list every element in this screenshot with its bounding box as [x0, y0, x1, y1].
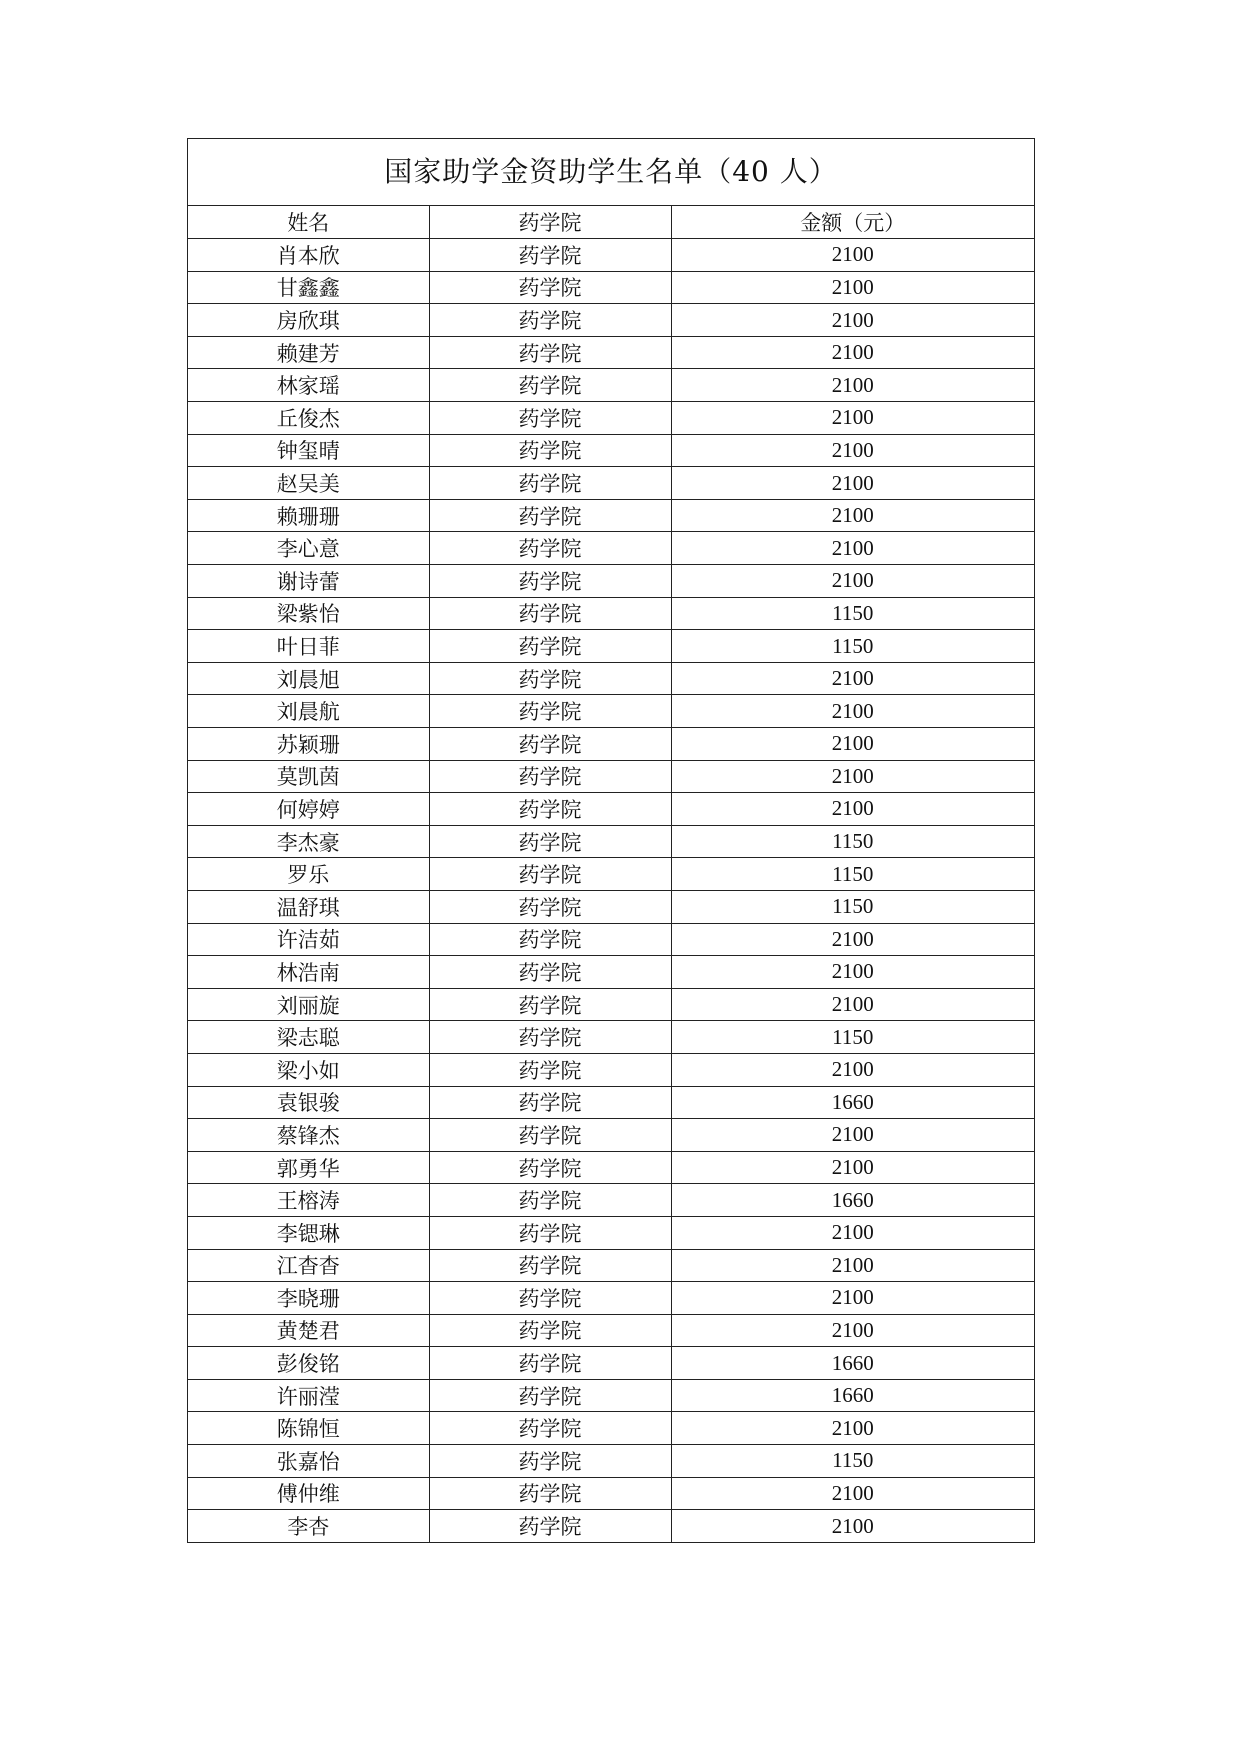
- grant-amount: 2100: [671, 1412, 1034, 1445]
- student-name: 彭俊铭: [188, 1347, 429, 1380]
- table-row: [188, 304, 1034, 337]
- student-department: 药学院: [429, 239, 671, 272]
- student-name: 房欣琪: [188, 304, 429, 337]
- student-department: 药学院: [429, 760, 671, 793]
- student-list-table: [188, 206, 1034, 1542]
- grant-amount: 2100: [671, 532, 1034, 565]
- table-row: [188, 1314, 1034, 1347]
- grant-amount: 2100: [671, 1314, 1034, 1347]
- student-name: 蔡锋杰: [188, 1119, 429, 1152]
- student-department: 药学院: [429, 597, 671, 630]
- student-name: 王榕涛: [188, 1184, 429, 1217]
- grant-amount: 2100: [671, 988, 1034, 1021]
- grant-amount: 2100: [831, 1513, 874, 1538]
- student-name: 莫凯茵: [188, 760, 429, 793]
- table-row: [188, 369, 1034, 402]
- table-row: [188, 1379, 1034, 1412]
- student-name: 林浩南: [188, 956, 429, 989]
- student-department: 药学院: [429, 695, 671, 728]
- student-department: 药学院: [429, 1477, 671, 1510]
- student-name: 钟玺晴: [188, 434, 429, 467]
- student-department: 药学院: [429, 793, 671, 826]
- student-department: 药学院: [429, 1249, 671, 1282]
- student-name: 刘晨航: [188, 695, 429, 728]
- table-row: [188, 1347, 1034, 1380]
- table-row: [188, 956, 1034, 989]
- student-department: 药学院: [429, 1119, 671, 1152]
- student-department: 药学院: [429, 565, 671, 598]
- grant-amount: 2100: [671, 499, 1034, 532]
- student-department: 药学院: [429, 402, 671, 435]
- student-name: 许丽滢: [188, 1379, 429, 1412]
- table-row: [188, 923, 1034, 956]
- student-name: 赖建芳: [188, 336, 429, 369]
- table-row: [188, 434, 1034, 467]
- student-name: 丘俊杰: [188, 402, 429, 435]
- student-department: 药学院: [429, 1347, 671, 1380]
- table-row: [188, 467, 1034, 500]
- grant-amount: 1150: [671, 825, 1034, 858]
- table-row: [188, 1216, 1034, 1249]
- student-department: 药学院: [429, 499, 671, 532]
- student-department: 药学院: [429, 1184, 671, 1217]
- table-row: [188, 1249, 1034, 1282]
- student-name: 郭勇华: [188, 1151, 429, 1184]
- table-row: [188, 858, 1034, 891]
- student-department: 药学院: [429, 825, 671, 858]
- table-row: [188, 630, 1034, 663]
- grant-amount: 2100: [671, 1151, 1034, 1184]
- table-row: [188, 825, 1034, 858]
- student-department: 药学院: [429, 304, 671, 337]
- student-name: 李晓珊: [188, 1282, 429, 1315]
- student-name: 苏颖珊: [188, 728, 429, 761]
- student-name: 李锶琳: [188, 1216, 429, 1249]
- grant-amount: 1660: [671, 1379, 1034, 1412]
- table-header-row: [188, 206, 1034, 239]
- table-row: [188, 1086, 1034, 1119]
- student-department: 药学院: [429, 369, 671, 402]
- grant-amount: 2100: [671, 1282, 1034, 1315]
- student-department: 药学院: [429, 662, 671, 695]
- student-department: 药学院: [429, 956, 671, 989]
- student-name: 刘丽旋: [188, 988, 429, 1021]
- student-department: 药学院: [429, 1314, 671, 1347]
- table-row: [188, 532, 1034, 565]
- student-department: 药学院: [429, 271, 671, 304]
- student-department: 药学院: [429, 1412, 671, 1445]
- grant-amount: 2100: [671, 1119, 1034, 1152]
- student-department: 药学院: [429, 1282, 671, 1315]
- header-amount: 金额（元）: [671, 206, 1034, 239]
- grant-amount: 1150: [671, 630, 1034, 663]
- student-department: 药学院: [429, 467, 671, 500]
- student-name: 赖珊珊: [188, 499, 429, 532]
- table-row: [188, 402, 1034, 435]
- student-department: 药学院: [429, 1151, 671, 1184]
- student-department: 药学院: [429, 728, 671, 761]
- student-department: 药学院: [429, 532, 671, 565]
- table-row: [188, 1184, 1034, 1217]
- student-name: 罗乐: [188, 858, 429, 891]
- student-name: 黄楚君: [188, 1314, 429, 1347]
- table-row: [188, 1477, 1034, 1510]
- grant-amount: 2100: [671, 1053, 1034, 1086]
- student-name: 李心意: [188, 532, 429, 565]
- grant-amount: 2100: [671, 402, 1034, 435]
- student-department: 药学院: [429, 988, 671, 1021]
- table-row: [188, 695, 1034, 728]
- table-row: [188, 1445, 1034, 1478]
- table-row: [188, 988, 1034, 1021]
- table-row: [188, 1282, 1034, 1315]
- grant-amount: 2100: [671, 434, 1034, 467]
- student-name: 刘晨旭: [188, 662, 429, 695]
- table-row: [188, 336, 1034, 369]
- grant-amount: 2100: [671, 1249, 1034, 1282]
- grant-amount: 2100: [671, 369, 1034, 402]
- grant-amount: 2100: [671, 271, 1034, 304]
- student-department: 药学院: [429, 1379, 671, 1412]
- student-department: 药学院: [429, 923, 671, 956]
- student-name: 赵吴美: [188, 467, 429, 500]
- grant-amount: 1150: [671, 1445, 1034, 1478]
- table-row: [188, 1021, 1034, 1054]
- student-department: 药学院: [429, 1216, 671, 1249]
- student-department: 药学院: [429, 890, 671, 923]
- grant-amount: 1660: [671, 1184, 1034, 1217]
- table-row: [188, 271, 1034, 304]
- grant-amount: 2100: [671, 467, 1034, 500]
- student-name: 张嘉怡: [188, 1445, 429, 1478]
- student-name: 谢诗蕾: [188, 565, 429, 598]
- student-name: 袁银骏: [188, 1086, 429, 1119]
- table-row: [188, 760, 1034, 793]
- grant-amount: 1660: [671, 1086, 1034, 1119]
- grant-amount: 2100: [671, 662, 1034, 695]
- student-name: 梁小如: [188, 1053, 429, 1086]
- table-row: [188, 499, 1034, 532]
- grant-amount: 2100: [671, 304, 1034, 337]
- grant-amount: 2100: [671, 565, 1034, 598]
- table-row: [188, 728, 1034, 761]
- table-row: [188, 1510, 1034, 1543]
- grant-amount: 1150: [671, 858, 1034, 891]
- student-department: 药学院: [429, 1021, 671, 1054]
- table-row: [188, 1119, 1034, 1152]
- table-row: [188, 1412, 1034, 1445]
- student-name: 何婷婷: [188, 793, 429, 826]
- scholarship-table-sheet: [187, 138, 1035, 1543]
- grant-amount: 1150: [671, 890, 1034, 923]
- student-name: 梁紫怡: [188, 597, 429, 630]
- student-name: 温舒琪: [188, 890, 429, 923]
- student-department: 药学院: [429, 858, 671, 891]
- grant-amount: 2100: [671, 793, 1034, 826]
- table-row: [188, 662, 1034, 695]
- student-department: 药学院: [429, 1445, 671, 1478]
- grant-amount: 2100: [671, 728, 1034, 761]
- student-name: 林家瑶: [188, 369, 429, 402]
- table-row: [188, 565, 1034, 598]
- grant-amount: 2100: [671, 336, 1034, 369]
- header-name: 姓名: [188, 206, 429, 239]
- table-row: [188, 793, 1034, 826]
- student-name: 陈锦恒: [188, 1412, 429, 1445]
- grant-amount: 2100: [671, 239, 1034, 272]
- grant-amount: 2100: [671, 760, 1034, 793]
- student-department: 药学院: [429, 630, 671, 663]
- student-department: 药学院: [429, 434, 671, 467]
- table-row: [188, 597, 1034, 630]
- student-name: 李杰豪: [188, 825, 429, 858]
- student-department: 药学院: [429, 336, 671, 369]
- table-row: [188, 890, 1034, 923]
- header-department: 药学院: [429, 206, 671, 239]
- grant-amount: 2100: [671, 695, 1034, 728]
- grant-amount: 1150: [671, 1021, 1034, 1054]
- student-department: 药学院: [429, 1053, 671, 1086]
- grant-amount: 1150: [671, 597, 1034, 630]
- student-department: 药学院: [429, 1510, 671, 1543]
- table-row: [188, 1151, 1034, 1184]
- grant-amount: 2100: [671, 956, 1034, 989]
- student-department: 药学院: [429, 1086, 671, 1119]
- grant-amount: 2100: [671, 1216, 1034, 1249]
- student-name: 江杳杳: [188, 1249, 429, 1282]
- student-name: 叶日菲: [188, 630, 429, 663]
- student-name: 李杏: [188, 1510, 429, 1543]
- table-row: [188, 1053, 1034, 1086]
- student-name: 肖本欣: [188, 239, 429, 272]
- table-row: [188, 239, 1034, 272]
- student-name: 梁志聪: [188, 1021, 429, 1054]
- student-name: 许洁茹: [188, 923, 429, 956]
- table-body: [188, 239, 1034, 1543]
- grant-amount: 2100: [671, 923, 1034, 956]
- student-name: 傅仲维: [188, 1477, 429, 1510]
- grant-amount: 2100: [671, 1477, 1034, 1510]
- grant-amount: 1660: [671, 1347, 1034, 1380]
- student-name: 甘鑫鑫: [188, 271, 429, 304]
- page-title: 国家助学金资助学生名单（40 人）: [188, 139, 1034, 206]
